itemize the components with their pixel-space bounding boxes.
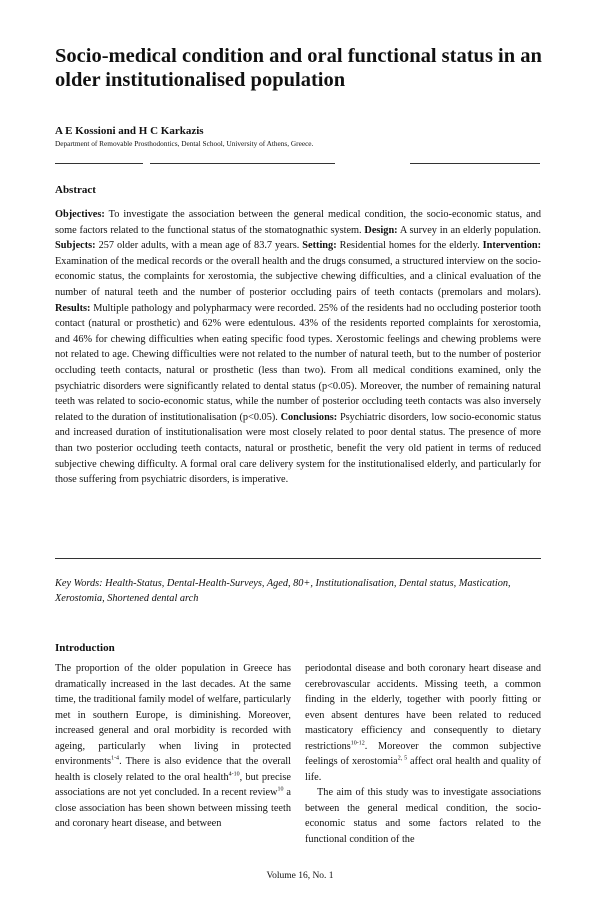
intervention-text: Examination of the medical records or the overall health and the drugs consumed, a structured interview on the socio-economic status, the complaints for xerostomia, the subjective chewing difficulties, and a clinical evaluation of the number of natural teeth and the number of posterior occluding pairs of teeth contacts (premolars and molars). — [55, 255, 541, 298]
introduction-left-column — [55, 661, 291, 832]
page-footer: Volume 16, No. 1 — [266, 871, 334, 881]
objectives-label: Objectives: — [55, 209, 105, 220]
affiliation: Department of Removable Prosthodontics, Dental School, University of Athens, Greece. — [55, 139, 314, 148]
subjects-label: Subjects: — [55, 240, 96, 252]
intro-text: . There is also evidence that the overall health is closely related to the oral health — [55, 756, 291, 783]
conclusions-text: Psychiatric disorders, low socio-economic status and increased duration of institutionalisation were most closely related to poor dental status. The presence of more than two posterior occluding teeth contacts, natural or prosthetic, benefit the very old patient in terms of reduced subjective chewing difficulty. A formal oral care delivery system for the institutionalised elderly, and particularly for those suffering from psychiatric disorders, is imperative. — [55, 411, 541, 486]
citation: 10-12 — [350, 740, 365, 747]
abstract-heading: Abstract — [55, 184, 96, 196]
intro-text: . Moreover the common subjective feelings of xerostomia — [305, 740, 541, 767]
separator-rule — [150, 163, 335, 164]
citation: 4-10 — [228, 771, 240, 778]
citation: 10 — [277, 786, 284, 793]
separator-rule — [55, 163, 143, 164]
separator-rule — [410, 163, 540, 164]
conclusions-label: Conclusions: — [280, 411, 338, 423]
introduction-heading: Introduction — [55, 642, 115, 654]
intro-text: , but precise associations are not yet concluded. In a recent review — [55, 771, 291, 798]
citation: 2, 5 — [397, 755, 408, 762]
intro-text: affect oral health and quality of life. — [305, 756, 542, 783]
results-label: Results: — [55, 302, 91, 314]
design-label: Design: — [364, 224, 398, 236]
separator-rule — [55, 558, 541, 559]
intro-text: The proportion of the older population in Greece has dramatically increased in the last decades. At the same time, the traditional family model of welfare, particularly met in southern Europe, is diminishing. Moreover, increased general and oral morbidity is recorded with ageing, particularly when living in protected environments — [55, 663, 291, 767]
setting-label: Setting: — [302, 240, 337, 252]
paper-title: Socio-medical condition and oral functional status in an older institutionalised population — [55, 45, 542, 91]
results-text: Multiple pathology and polypharmacy were recorded. 25% of the residents had no occluding posterior tooth contact (natural or prosthetic) and 62% were edentulous. 43% of the residents reported complaints for xerostomia, and 46% for chewing difficulties when eating specific food types. Xerostomic feelings and chewing problems were not related to age. Chewing difficulties were not related to the number of natural teeth, but to the number of posterior occluding teeth contacts, natural or prosthetic (less than two). From all medical conditions examined, only the psychiatric disorders were significantly related to dental status (p<0.05). Moreover, the number of remaining natural teeth was related to socio-economic status, while the number of posterior occluding teeth contacts was also inversely related to the duration of institutionalisation (p<0.05). — [55, 302, 541, 423]
intro-text: a close association has been shown between missing teeth and coronary heart disease, and between — [55, 787, 291, 829]
introduction-right-column — [305, 661, 541, 847]
citation: 1-4 — [111, 755, 120, 762]
intro-aim-text: The aim of this study was to investigate associations between the general medical condition, the socio-economic status and some factors related to the functional condition of the — [305, 787, 541, 845]
intro-text: periodontal disease and both coronary heart disease and cerebrovascular accidents. Missing teeth, a common finding in the elderly, together with poorly fitting or even absent dentures have been related to reduced masticatory efficiency and consequently to dietary restrictions — [305, 663, 541, 752]
authors: A E Kossioni and H C Karkazis — [55, 125, 204, 137]
intervention-label: Intervention: — [482, 240, 542, 252]
subjects-text: 257 older adults, with a mean age of 83.7 years. — [95, 240, 303, 252]
abstract-body — [55, 207, 541, 488]
objectives-text: To investigate the association between the general medical condition, the socio-economic status, and some factors related to the functional status of the stomatognathic system. — [55, 209, 541, 236]
setting-text: Residential homes for the elderly. — [336, 240, 483, 252]
design-text: A survey in an elderly population. — [397, 224, 541, 236]
keywords: Key Words: Health-Status, Dental-Health-Surveys, Aged, 80+, Institutionalisation, Dental status, Mastication, Xerostomia, Shortened dental arch — [55, 578, 511, 604]
